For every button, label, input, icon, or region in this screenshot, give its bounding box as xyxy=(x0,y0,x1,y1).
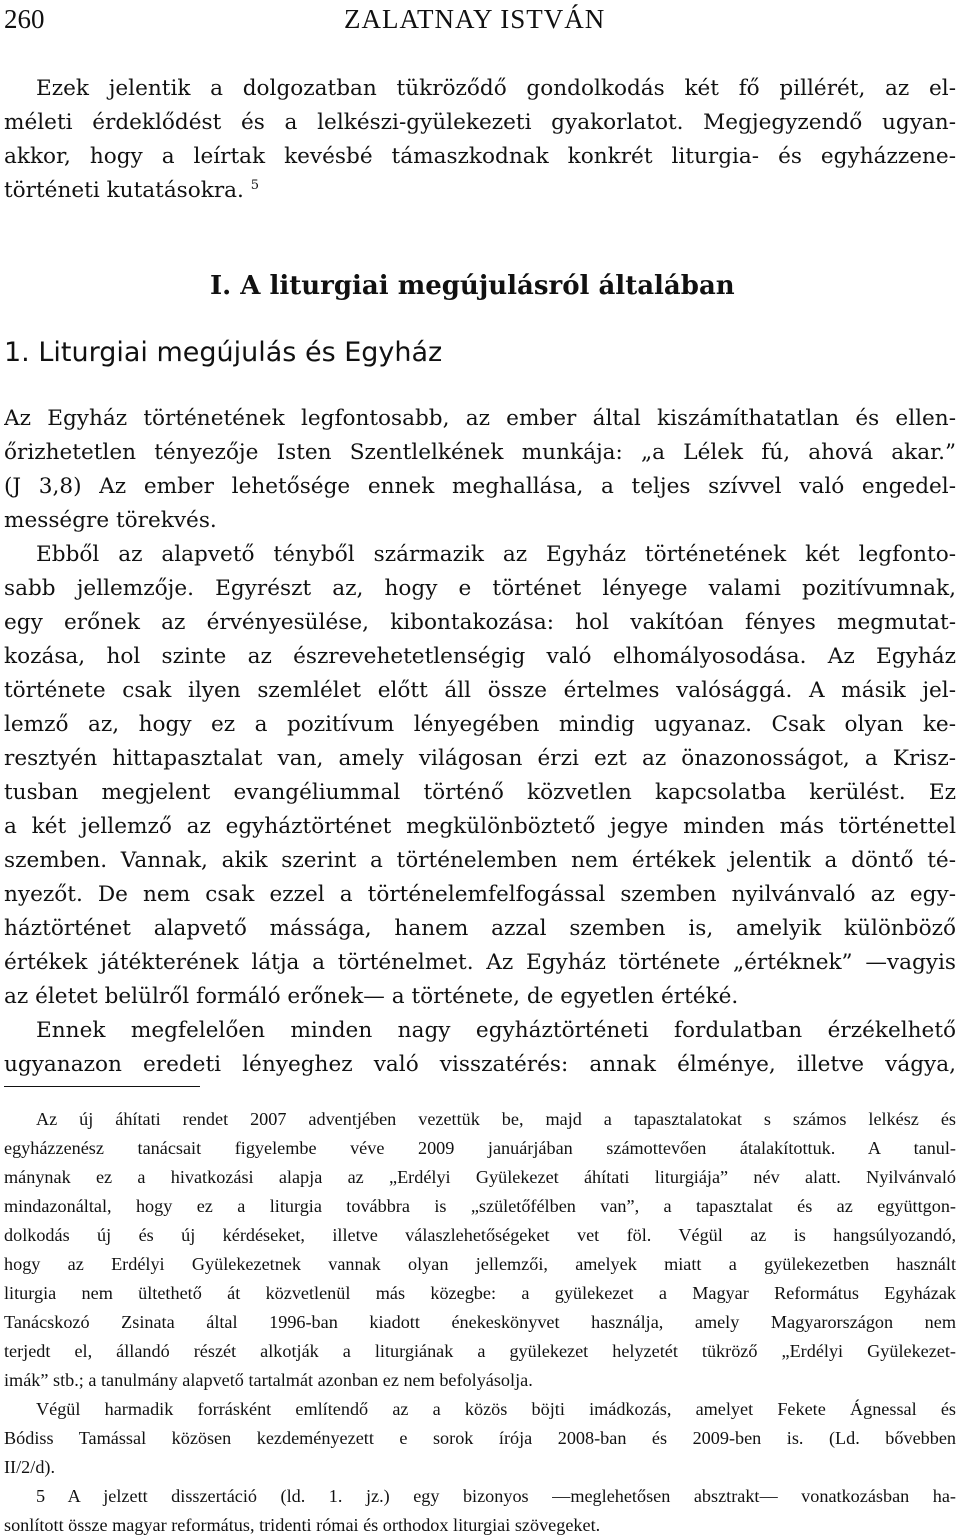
paragraph-line: mességre törekvés. xyxy=(4,508,217,533)
footnote-line: II/2/d). xyxy=(4,1457,56,1477)
footnote-reference: 5 xyxy=(250,177,260,193)
footnote-line: sonlított össze magyar református, tridenti római és orthodox liturgiai szövegeket. xyxy=(4,1515,601,1535)
paragraph-line: szemben. Vannak, akik szerint a történelemben nem értékek jelentik a döntő té- xyxy=(4,848,956,873)
paragraph-line: háztörténet alapvető mássága, hanem azzal szemben is, amelyik különböző xyxy=(4,916,956,941)
footnote-line: terjedt el, állandó részét alkotják a liturgiának a gyülekezet helyzetét tükröző „Erdélyi Gyülekezet- xyxy=(4,1341,956,1361)
running-header xyxy=(4,2,956,36)
paragraph-line: lemző az, hogy ez a pozitívum lényegében mindig ugyanaz. Csak olyan ke- xyxy=(4,712,956,737)
section-heading: 1. Liturgiai megújulás és Egyház xyxy=(4,337,443,368)
paragraph-line xyxy=(4,174,956,208)
page-number: 260 xyxy=(4,4,45,34)
paragraph-line: Az Egyház történetének legfontosabb, az ember által kiszámíthatatlan és ellen- xyxy=(4,406,956,431)
paragraph-line: Ennek megfelelően minden nagy egyháztörténeti fordulatban érzékelhető xyxy=(36,1018,956,1043)
footnote-line: Az új áhítati rendet 2007 adventjében vezettük be, majd a tapasztalatokat s számos lelkész és xyxy=(36,1109,956,1129)
paragraph-line: resztyén hittapasztalat van, amely világosan érzi ezt az önazonosságot, a Krisz- xyxy=(4,746,956,771)
paragraph-line: Ezek jelentik a dolgozatban tükröződő gondolkodás két fő pillérét, az el- xyxy=(36,76,956,101)
paragraph-line: sabb jellemzője. Egyrészt az, hogy e történet lényege valami pozitívumnak, xyxy=(4,576,956,601)
paragraph-line: akkor, hogy a leírtak kevésbé támaszkodnak konkrét liturgia- és egyházzene- xyxy=(4,144,956,169)
paragraph-line: értékek játékterének látja a történelmet. Az Egyház története „értéknek” —vagyis xyxy=(4,950,956,975)
chapter-heading: I. A liturgiai megújulásról általában xyxy=(210,271,735,301)
running-title: ZALATNAY ISTVÁN xyxy=(344,4,606,34)
footnote-line: Tanácskozó Zsinata által 1996-ban kiadott énekeskönyvet használja, amely Magyarországon nem xyxy=(4,1312,956,1332)
paragraph-line: ugyanazon eredeti lényeghez való visszatérés: annak élménye, illetve vágya, xyxy=(4,1052,956,1077)
paragraph-line: az életet belülről formáló erőnek— a története, de egyetlen értéké. xyxy=(4,984,739,1009)
footnote-line: Végül harmadik forrásként említendő az a közös böjti imádkozás, amelyet Fekete Ágnessal és xyxy=(36,1399,956,1419)
paragraph-line: Ebből az alapvető tényből származik az Egyház történetének két legfonto- xyxy=(36,542,956,567)
paragraph-line: tusban megjelent evangéliummal történő közvetlen kapcsolatba kerülést. Ez xyxy=(4,780,956,805)
footnote-line: mindazonáltal, hogy ez a liturgia továbbra is „születőfélben van”, a tapasztalat és az együttgon- xyxy=(4,1196,956,1216)
paragraph-line: méleti érdeklődést és a lelkészi-gyülekezeti gyakorlatot. Megjegyzendő ugyan- xyxy=(4,110,956,135)
footnote-separator xyxy=(4,1086,200,1087)
paragraph-line: nyezőt. De nem csak ezzel a történelemfelfogással szemben nyilvánvaló az egy- xyxy=(4,882,956,907)
paragraph-line: (J 3,8) Az ember lehetősége ennek meghallása, a teljes szívvel való engedel- xyxy=(4,474,956,499)
footnote-line: Bódiss Tamással közösen kezdeményezett e sorok írója 2008-ban és 2009-ben is. (Ld. bővebben xyxy=(4,1428,956,1448)
footnote-line: 5 A jelzett disszertáció (ld. 1. jz.) egy bizonyos —meglehetősen absztrakt— vonatkozásban ha- xyxy=(36,1486,956,1506)
paragraph-line-text: történeti kutatásokra. xyxy=(4,178,244,203)
footnote-line: mánynak ez a hivatkozási alapja az „Erdélyi Gyülekezet áhítati liturgiája” név alatt. Nyilvánvaló xyxy=(4,1167,956,1187)
paragraph-line: kozása, hol szinte az észrevehetetlenségig való elhomályosodása. Az Egyház xyxy=(4,644,956,669)
footnote-line: hogy az Erdélyi Gyülekezetnek vannak olyan jellemzői, amelyek miatt a gyülekezetben használt xyxy=(4,1254,956,1274)
paragraph-line: egy erőnek az érvényesülése, kibontakozása: hol vakítóan fényes megmutat- xyxy=(4,610,956,635)
paragraph-line: története csak ilyen szemlélet előtt áll össze értelmes valósággá. A másik jel- xyxy=(4,678,956,703)
footnote-line: egyházzenész tanácsait figyelembe véve 2009 januárjában számottevően átalakítottuk. A tanul- xyxy=(4,1138,956,1158)
footnote-line: liturgia nem ültethető át közvetlenül más közegbe: a gyülekezet a Magyar Református Egyházak xyxy=(4,1283,956,1303)
paragraph-line: őrizhetetlen tényezője Isten Szentlelkének munkája: „a Lélek fú, ahová akar.” xyxy=(4,440,956,465)
footnote-line: imák” stb.; a tanulmány alapvető tartalmát azonban ez nem befolyásolja. xyxy=(4,1370,533,1390)
paragraph-line: a két jellemző az egyháztörténet megkülönböztető jegye minden más történettel xyxy=(4,814,956,839)
footnote-line: dolkodás új és új kérdéseket, illetve válaszlehetőségeket vet föl. Végül az is hangsúlyozandó, xyxy=(4,1225,956,1245)
